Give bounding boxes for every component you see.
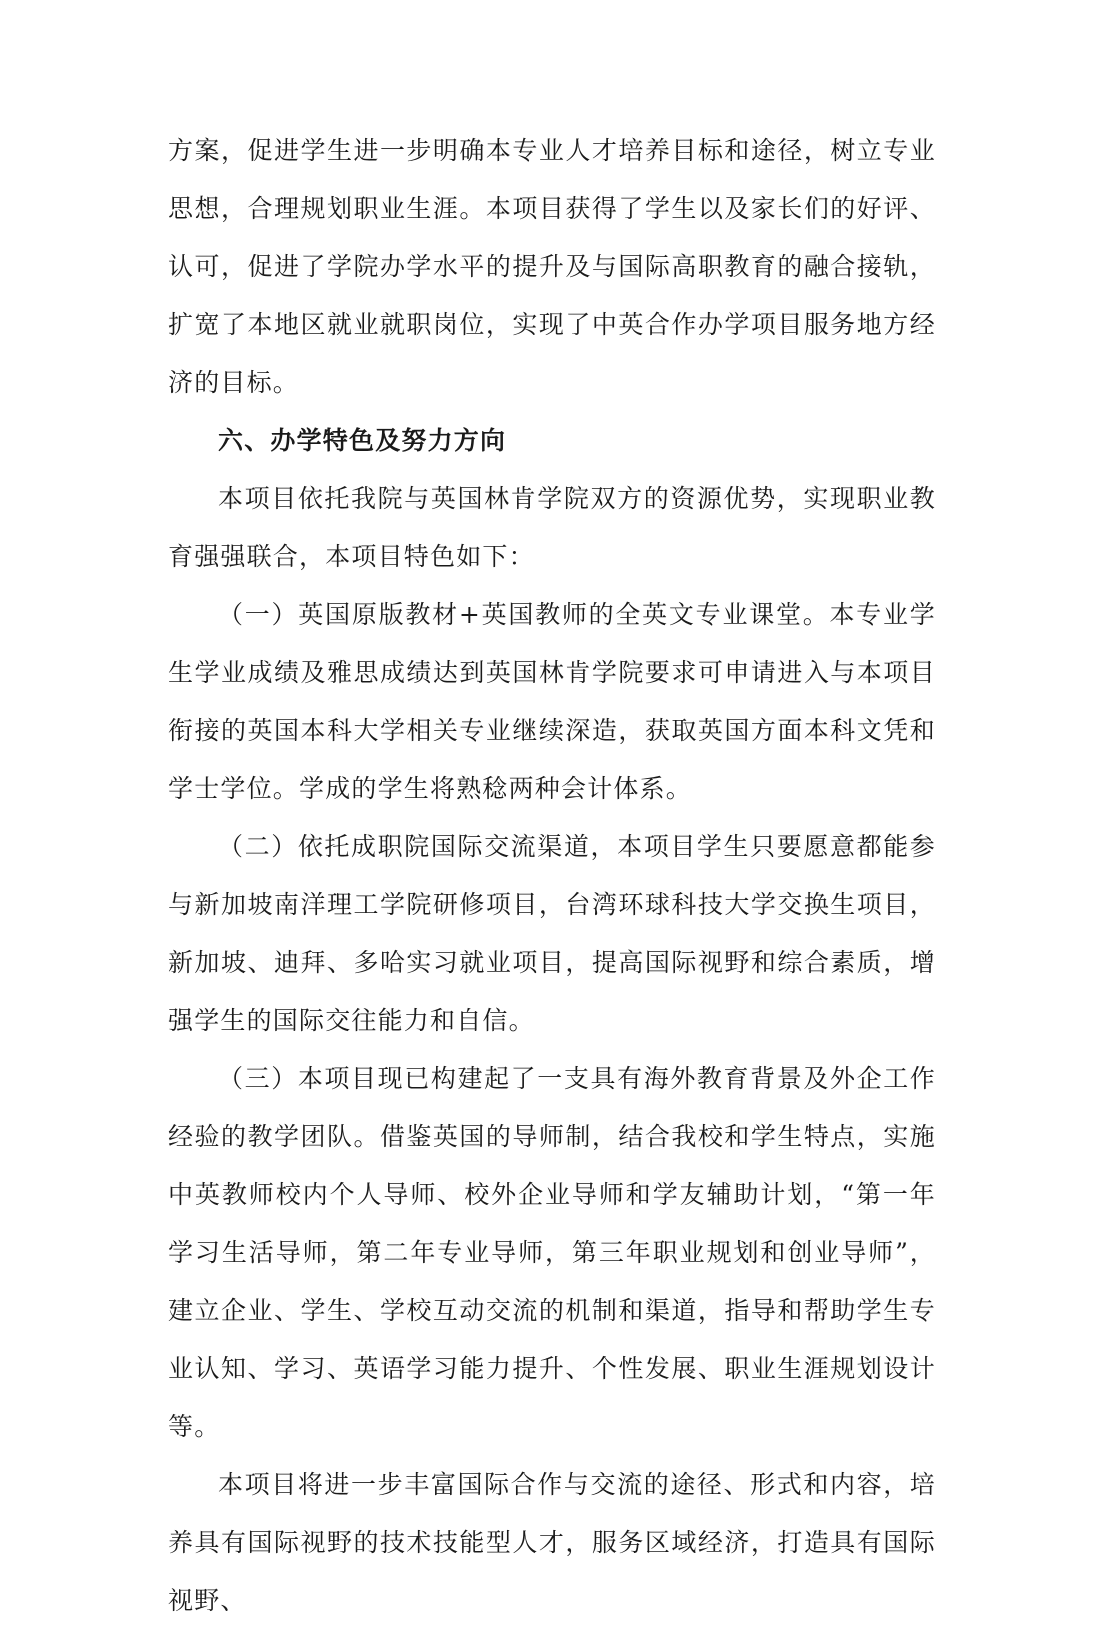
- document-body: [168, 122, 936, 1630]
- paragraph-feature-1: （一）英国原版教材+英国教师的全英文专业课堂。本专业学生学业成绩及雅思成绩达到英国林肯学院要求可申请进入与本项目衔接的英国本科大学相关专业继续深造，获取英国方面本科文凭和学士学位。学成的学生将熟稔两种会计体系。: [168, 600, 936, 803]
- paragraph-feature-3: （三）本项目现已构建起了一支具有海外教育背景及外企工作经验的教学团队。借鉴英国的导师制，结合我校和学生特点，实施中英教师校内个人导师、校外企业导师和学友辅助计划，“第一年学习生活导师，第二年专业导师，第三年职业规划和创业导师”，建立企业、学生、学校互动交流的机制和渠道，指导和帮助学生专业认知、学习、英语学习能力提升、个性发展、职业生涯规划设计等。: [168, 1064, 936, 1441]
- paragraph-feature-2: （二）依托成职院国际交流渠道，本项目学生只要愿意都能参与新加坡南洋理工学院研修项目，台湾环球科技大学交换生项目，新加坡、迪拜、多哈实习就业项目，提高国际视野和综合素质，增强学生的国际交往能力和自信。: [168, 832, 936, 1035]
- section-heading-features: 六、办学特色及努力方向: [218, 426, 507, 455]
- paragraph-continuation: 方案，促进学生进一步明确本专业人才培养目标和途径，树立专业思想，合理规划职业生涯。本项目获得了学生以及家长们的好评、认可，促进了学院办学水平的提升及与国际高职教育的融合接轨，扩宽了本地区就业就职岗位，实现了中英合作办学项目服务地方经济的目标。: [168, 136, 936, 397]
- paragraph-intro: 本项目依托我院与英国林肯学院双方的资源优势，实现职业教育强强联合，本项目特色如下：: [168, 484, 936, 571]
- paragraph-outlook: 本项目将进一步丰富国际合作与交流的途径、形式和内容，培养具有国际视野的技术技能型人才，服务区域经济，打造具有国际视野、: [168, 1470, 936, 1615]
